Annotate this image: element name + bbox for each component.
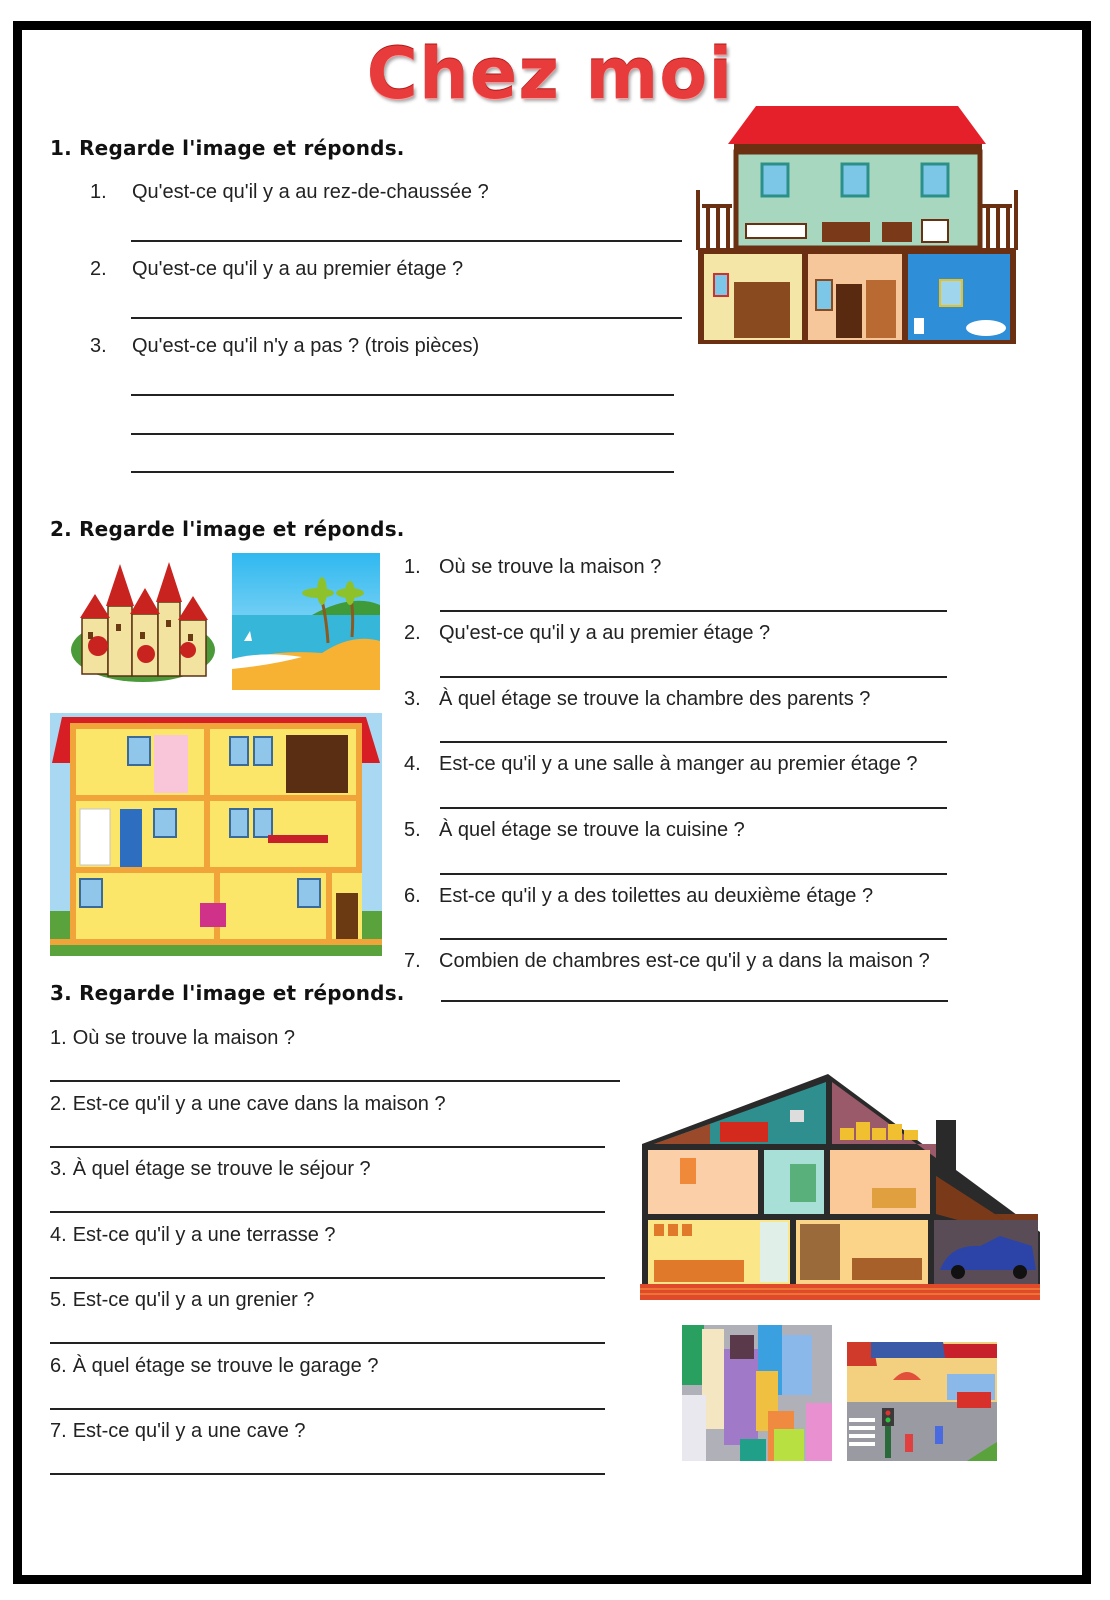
- s3-question-4: [50, 1224, 336, 1247]
- two-storey-house-image: [694, 104, 1020, 348]
- question-text: Est-ce qu'il y a une cave ?: [72, 1420, 306, 1442]
- question-number: 5.: [50, 1289, 67, 1311]
- question-text: Qu'est-ce qu'il n'y a pas ? (trois pièces): [132, 335, 480, 357]
- answer-line[interactable]: [50, 1146, 605, 1148]
- s2-question-6: [404, 885, 873, 908]
- s2-question-1: [404, 556, 661, 579]
- s2-question-5: [404, 819, 745, 842]
- attic-house-image: [640, 1072, 1040, 1300]
- answer-line[interactable]: [50, 1080, 620, 1082]
- question-number: 6.: [404, 885, 421, 907]
- question-number: 1.: [90, 181, 107, 203]
- answer-line[interactable]: [440, 610, 947, 612]
- question-text: Est-ce qu'il y a une cave dans la maison ?: [72, 1093, 446, 1115]
- answer-line[interactable]: [440, 741, 947, 743]
- answer-line[interactable]: [50, 1408, 605, 1410]
- answer-line[interactable]: [441, 1000, 948, 1002]
- s3-question-6: [50, 1355, 378, 1378]
- question-number: 1.: [404, 556, 421, 578]
- section-1-heading: 1. Regarde l'image et réponds.: [50, 136, 405, 160]
- question-text: Est-ce qu'il y a une salle à manger au premier étage ?: [439, 753, 918, 775]
- answer-line[interactable]: [131, 317, 682, 319]
- section-3-heading: 3. Regarde l'image et réponds.: [50, 981, 405, 1005]
- s1-question-2: [90, 258, 463, 281]
- city-image: [682, 1325, 832, 1461]
- answer-line[interactable]: [50, 1342, 605, 1344]
- question-number: 3.: [404, 688, 421, 710]
- s2-question-3: [404, 688, 870, 711]
- question-number: 1.: [50, 1027, 67, 1049]
- question-text: À quel étage se trouve la cuisine ?: [439, 819, 745, 841]
- question-number: 3.: [50, 1158, 67, 1180]
- question-number: 2.: [404, 622, 421, 644]
- question-text: À quel étage se trouve le garage ?: [72, 1355, 379, 1377]
- page-title: Chez moi: [366, 33, 734, 115]
- s3-question-3: [50, 1158, 371, 1181]
- question-text: À quel étage se trouve le séjour ?: [72, 1158, 371, 1180]
- answer-line[interactable]: [440, 938, 947, 940]
- answer-line[interactable]: [440, 873, 947, 875]
- answer-line[interactable]: [50, 1211, 605, 1213]
- s3-question-2: [50, 1093, 446, 1116]
- question-text: Qu'est-ce qu'il y a au premier étage ?: [132, 258, 464, 280]
- answer-line[interactable]: [131, 240, 682, 242]
- question-number: 6.: [50, 1355, 67, 1377]
- question-number: 7.: [50, 1420, 67, 1442]
- answer-line[interactable]: [440, 676, 947, 678]
- question-text: Est-ce qu'il y a une terrasse ?: [72, 1224, 336, 1246]
- answer-line[interactable]: [131, 394, 674, 396]
- question-number: 7.: [404, 950, 421, 972]
- question-text: Où se trouve la maison ?: [439, 556, 662, 578]
- question-text: Est-ce qu'il y a un grenier ?: [72, 1289, 315, 1311]
- s1-question-1: [90, 181, 489, 204]
- beach-image: [232, 553, 380, 690]
- s1-question-3: [90, 335, 479, 358]
- street-image: [847, 1330, 997, 1461]
- question-number: 4.: [404, 753, 421, 775]
- s2-question-2: [404, 622, 770, 645]
- question-text: Qu'est-ce qu'il y a au rez-de-chaussée ?: [132, 181, 489, 203]
- s2-question-4: [404, 753, 918, 776]
- question-text: Où se trouve la maison ?: [72, 1027, 296, 1049]
- answer-line[interactable]: [131, 433, 674, 435]
- town-image: [68, 558, 218, 686]
- s2-question-7: [404, 950, 930, 973]
- answer-line[interactable]: [440, 807, 947, 809]
- s3-question-7: [50, 1420, 306, 1443]
- answer-line[interactable]: [131, 471, 674, 473]
- question-text: Est-ce qu'il y a des toilettes au deuxième étage ?: [439, 885, 874, 907]
- question-number: 5.: [404, 819, 421, 841]
- question-text: Qu'est-ce qu'il y a au premier étage ?: [439, 622, 771, 644]
- question-number: 4.: [50, 1224, 67, 1246]
- question-number: 3.: [90, 335, 107, 357]
- s3-question-1: [50, 1027, 295, 1050]
- question-text: À quel étage se trouve la chambre des parents ?: [439, 688, 871, 710]
- section-2-heading: 2. Regarde l'image et réponds.: [50, 517, 405, 541]
- answer-line[interactable]: [50, 1473, 605, 1475]
- question-number: 2.: [90, 258, 107, 280]
- s3-question-5: [50, 1289, 314, 1312]
- question-text: Combien de chambres est-ce qu'il y a dans la maison ?: [439, 950, 930, 972]
- family-house-image: [50, 713, 382, 956]
- answer-line[interactable]: [50, 1277, 605, 1279]
- question-number: 2.: [50, 1093, 67, 1115]
